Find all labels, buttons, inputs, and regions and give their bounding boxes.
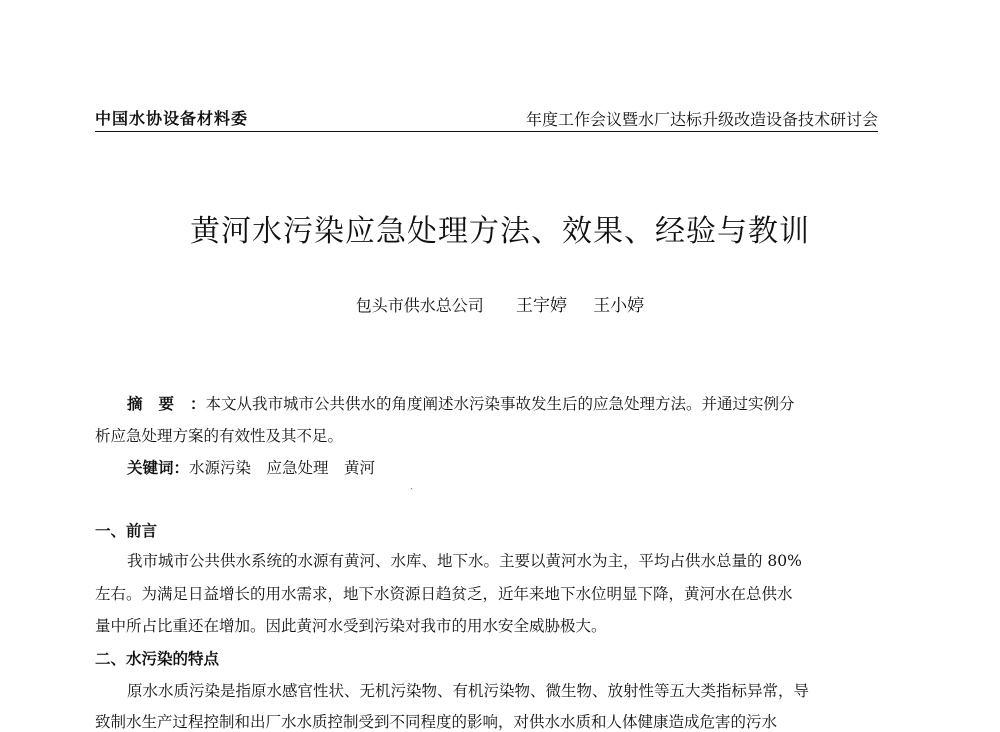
byline <box>0 291 1000 316</box>
author-name: 王宇婷 <box>516 296 567 316</box>
body-line: 量中所占比重还在增加。因此黄河水受到污染对我市的用水安全威胁极大。 <box>95 617 607 635</box>
abstract-text: 本文从我市城市公共供水的角度阐述水污染事故发生后的应急处理方法。并通过实例分 <box>205 395 795 413</box>
affiliation: 包头市供水总公司 <box>355 296 484 315</box>
body-line: 原水水质污染是指原水感官性状、无机污染物、有机污染物、微生物、放射性等五大类指标异常，导 <box>127 682 810 700</box>
abstract-label-colon: ： <box>190 395 206 413</box>
abstract-line <box>95 424 878 446</box>
paper-title: 黄河水污染应急处理方法、效果、经验与教训 <box>190 214 810 249</box>
abstract-label: 摘要 <box>127 395 191 413</box>
keywords-line <box>95 456 878 478</box>
organization-name: 中国水协设备材料委 <box>95 109 249 128</box>
keywords-label: 关键词： <box>127 459 190 477</box>
running-header <box>95 96 878 132</box>
abstract-line <box>95 392 878 414</box>
section-heading: 一、前言 <box>95 522 158 540</box>
keywords-text: 水源污染 应急处理 黄河 <box>189 459 376 477</box>
body-line: 我市城市公共供水系统的水源有黄河、水库、地下水。主要以黄河水为主，平均占供水总量的 80% <box>127 552 802 570</box>
author-name: 王小婷 <box>593 296 645 316</box>
header-rule <box>95 131 878 132</box>
abstract-text: 析应急处理方案的有效性及其不足。 <box>95 427 344 445</box>
scan-mark: ˏ <box>410 479 414 490</box>
body-line: 致制水生产过程控制和出厂水水质控制受到不同程度的影响，对供水水质和人体健康造成危害的污水 <box>95 713 778 731</box>
conference-name: 年度工作会议暨水厂达标升级改造设备技术研讨会 <box>525 110 878 129</box>
section-heading: 二、水污染的特点 <box>95 650 220 668</box>
body-line: 左右。为满足日益增长的用水需求，地下水资源日趋贫乏，近年来地下水位明显下降，黄河水在总供水 <box>95 585 793 603</box>
